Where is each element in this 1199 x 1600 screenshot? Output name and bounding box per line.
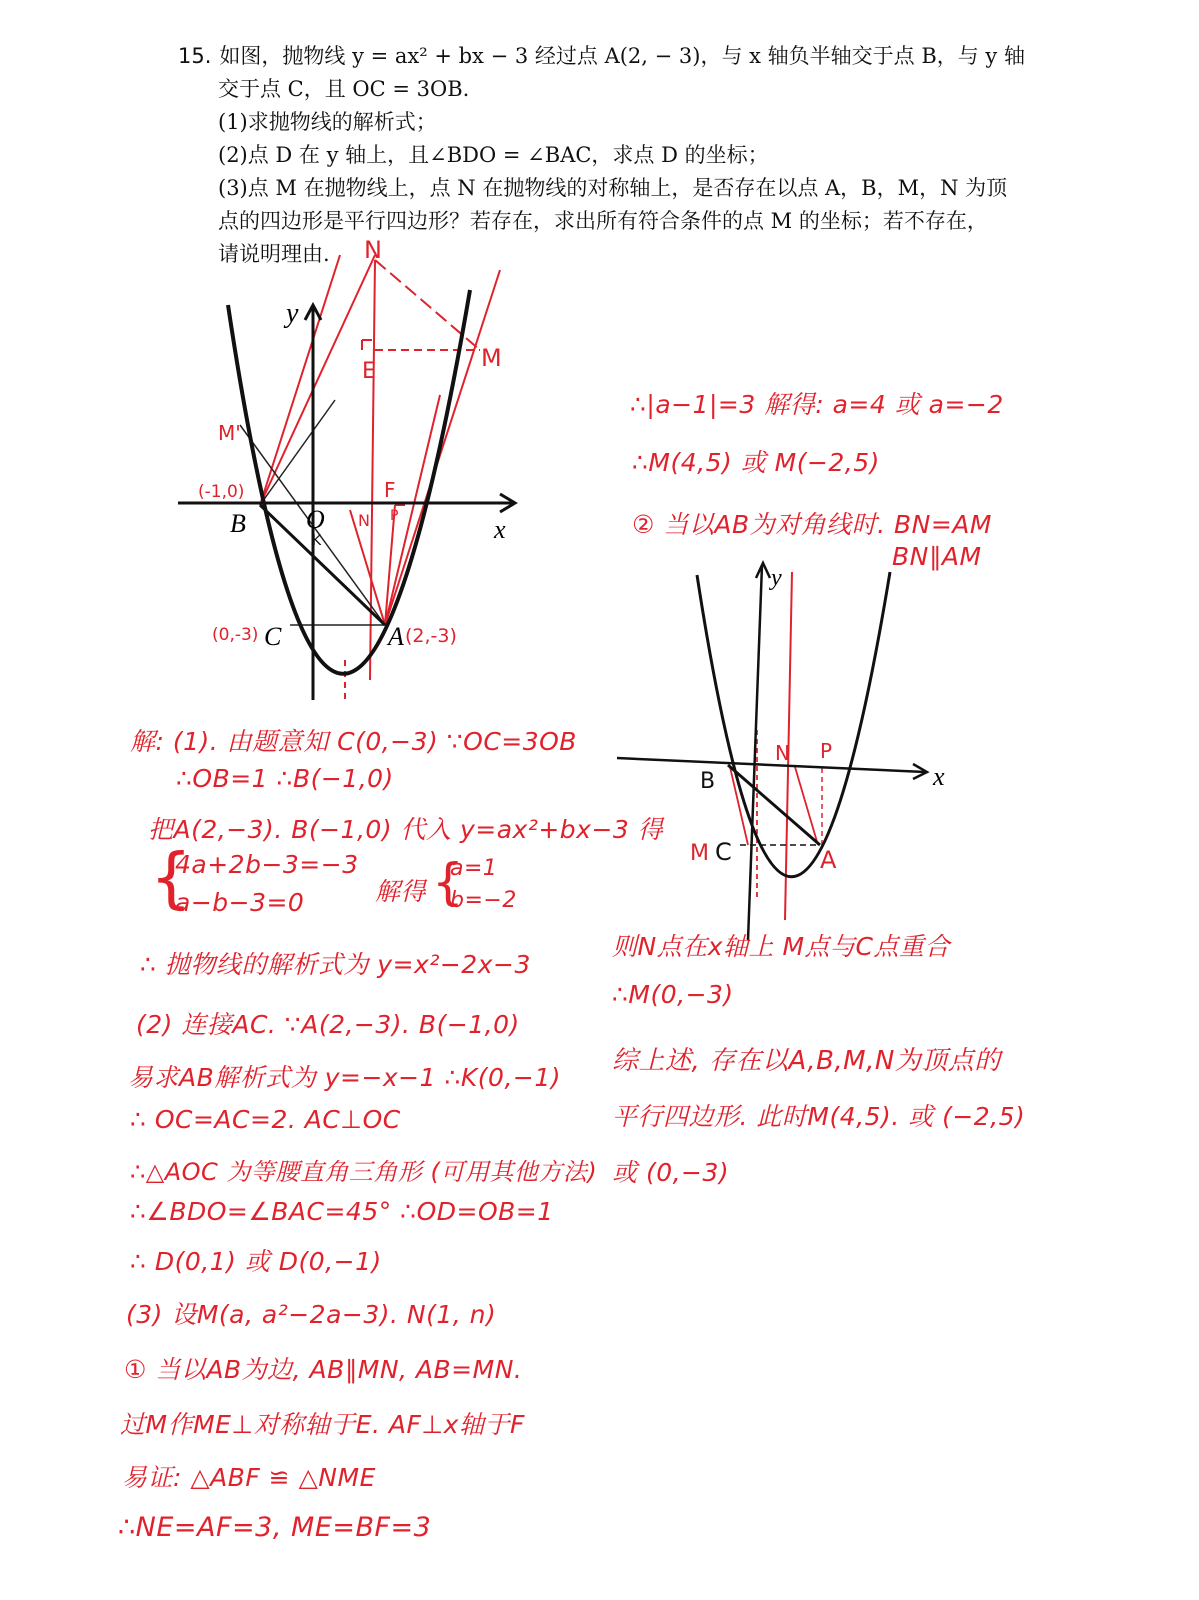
fig1-p-small-label: P: [390, 508, 399, 524]
fig2-y-axis: [748, 565, 762, 940]
fig2-c-label: C: [715, 838, 732, 866]
problem-line-7: 请说明理由.: [218, 242, 330, 266]
fig1-n-top-label: N: [364, 236, 382, 264]
sol-left-line-1: 解: (1). 由题意知 C(0,−3) ∵OC=3OB: [130, 727, 577, 756]
fig2-b-label: B: [700, 769, 716, 794]
sol-right-line-6: ∴M(0,−3): [612, 980, 734, 1009]
sol-left-result-brace: {: [432, 853, 464, 911]
fig1-y-label: y: [286, 298, 299, 329]
axis-of-symmetry: [370, 260, 375, 680]
sol-left-line-16: 过M作ME⊥对称轴于E. AF⊥x轴于F: [120, 1410, 525, 1439]
sol-left-line-2: ∴OB=1 ∴B(−1,0): [176, 764, 394, 793]
sol-left-line-10: ∴ OC=AC=2. AC⊥OC: [130, 1105, 401, 1134]
problem-line-6: 点的四边形是平行四边形？若存在，求出所有符合条件的点 M 的坐标；若不存在，: [218, 209, 988, 233]
fig1-f-label: F: [384, 478, 396, 502]
fig2-n-label: N: [775, 741, 790, 765]
segment-b-up: [260, 400, 335, 505]
fig2-y-label: y: [771, 565, 782, 591]
fig1-b-coord: (-1,0): [198, 482, 245, 502]
sol-left-line-6b: b=−2: [450, 888, 517, 913]
sol-left-line-5: a−b−3=0: [175, 888, 305, 917]
sol-left-line-17: 易证: △ABF ≌ △NME: [122, 1463, 376, 1492]
fig2-m-label: M: [690, 841, 709, 866]
fig2-a-label: A: [820, 846, 837, 874]
sol-left-line-14: (3) 设M(a, a²−2a−3). N(1, n): [126, 1300, 497, 1329]
fig1-x-label: x: [494, 515, 506, 544]
sol-left-system-brace: {: [150, 839, 192, 916]
sol-right-line-8: 平行四边形. 此时M(4,5). 或 (−2,5): [612, 1102, 1026, 1131]
sol-right-line-5: 则N点在x轴上 M点与C点重合: [612, 932, 950, 961]
fig1-k-label: K: [312, 533, 322, 549]
sol-right-line-7: 综上述, 存在以A,B,M,N为顶点的: [612, 1046, 1001, 1076]
fig2-p-label: P: [820, 739, 833, 763]
segment-bn-2: [260, 255, 340, 505]
sol-right-line-9: 或 (0,−3): [612, 1158, 730, 1187]
problem-line-5: (3)点 M 在抛物线上，点 N 在抛物线的对称轴上，是否存在以点 A，B，M，N 为顶: [218, 176, 1008, 200]
problem-number: 15.: [178, 44, 212, 68]
sol-right-line-1: ∴|a−1|=3 解得: a=4 或 a=−2: [630, 390, 1004, 419]
fig1-m-label: M: [481, 344, 502, 372]
segment-nm: [375, 260, 480, 350]
fig1-o-label: O: [306, 505, 325, 534]
fig2-x-label: x: [933, 762, 945, 791]
sol-right-line-2: ∴M(4,5) 或 M(−2,5): [632, 448, 880, 477]
sol-right-line-3: ② 当以AB为对角线时. BN=AM: [632, 510, 992, 539]
sol-left-line-3: 把A(2,−3). B(−1,0) 代入 y=ax²+bx−3 得: [148, 815, 664, 844]
fig1-a-coord: (2,-3): [405, 625, 457, 647]
problem-line-3: (1)求抛物线的解析式；: [218, 110, 437, 134]
fig1-e-label: E: [362, 359, 376, 384]
sol-left-line-12: ∴∠BDO=∠BAC=45° ∴OD=OB=1: [130, 1197, 554, 1226]
segment-am: [385, 270, 500, 625]
fig1-a-label: A: [388, 622, 404, 651]
sol-left-line-6-prefix: 解得: [375, 877, 427, 906]
figure-2: [617, 563, 945, 940]
fig1-b-label: B: [230, 509, 246, 538]
fig1-m-prime-label: M': [218, 421, 241, 445]
problem-line-4: (2)点 D 在 y 轴上，且∠BDO = ∠BAC，求点 D 的坐标；: [218, 143, 769, 167]
sol-left-line-18: ∴NE=AF=3, ME=BF=3: [118, 1512, 432, 1543]
sol-right-line-4: BN∥AM: [892, 542, 982, 571]
sol-left-line-9: 易求AB解析式为 y=−x−1 ∴K(0,−1): [128, 1063, 561, 1092]
sol-left-line-6a: a=1: [450, 856, 498, 881]
sol-left-line-4: 4a+2b−3=−3: [175, 850, 359, 879]
sol-left-line-11: ∴△AOC 为等腰直角三角形 (可用其他方法): [130, 1158, 598, 1186]
sol-left-line-8: (2) 连接AC. ∵A(2,−3). B(−1,0): [136, 1010, 520, 1039]
problem-line-2: 交于点 C，且 OC = 3OB.: [218, 77, 470, 101]
sol-left-line-7: ∴ 抛物线的解析式为 y=x²−2x−3: [140, 950, 531, 979]
fig1-c-coord: (0,-3): [212, 625, 259, 645]
problem-line-1: 15. 如图，抛物线 y = ax² + bx − 3 经过点 A(2, − 3)，与 x 轴负半轴交于点 B，与 y 轴: [178, 44, 1025, 68]
parabola-1: [228, 290, 470, 674]
sol-left-line-15: ① 当以AB为边, AB∥MN, AB=MN.: [124, 1355, 523, 1384]
fig1-n-small-label: N: [358, 511, 370, 530]
segment-bn: [260, 255, 375, 505]
sol-left-line-13: ∴ D(0,1) 或 D(0,−1): [130, 1247, 382, 1276]
fig2-x-axis: [617, 758, 925, 772]
fig1-c-label: C: [264, 622, 282, 651]
parabola-2: [697, 572, 890, 877]
